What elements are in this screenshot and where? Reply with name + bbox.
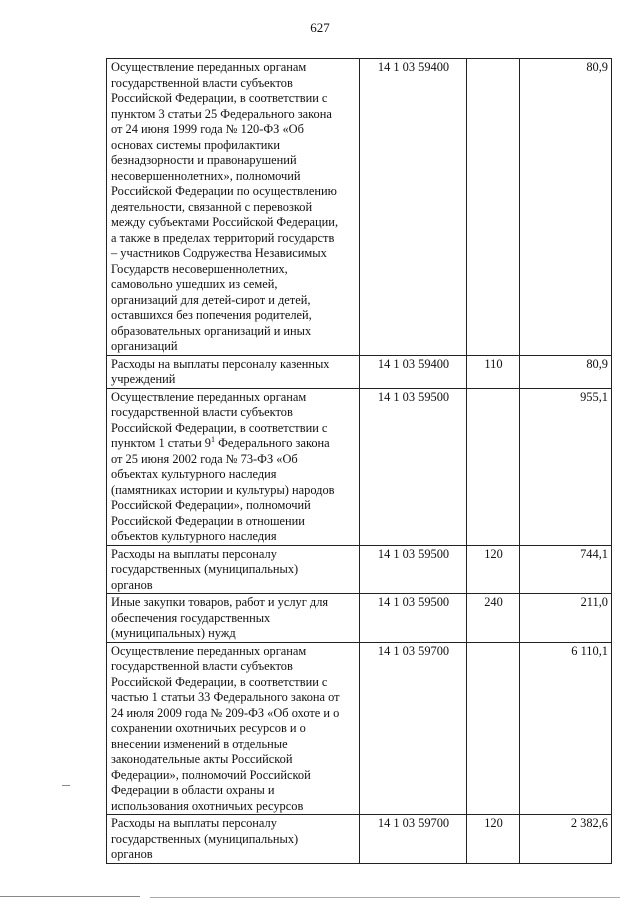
row-name-part: Осуществление переданных органам государственной власти субъектов Российской Федерации, в соответствии с пунктом 1 статьи 9	[111, 389, 328, 450]
row-target-code: 14 1 03 59400	[360, 59, 467, 356]
row-name: Расходы на выплаты персоналу государственных (муниципальных) органов	[107, 545, 360, 594]
row-amount: 211,0	[520, 594, 612, 643]
table-row	[107, 642, 612, 815]
row-amount: 2 382,6	[520, 815, 612, 864]
table-row	[107, 388, 612, 545]
scan-artifact-line	[0, 896, 140, 897]
row-expense-type: 240	[467, 594, 520, 643]
row-target-code: 14 1 03 59500	[360, 594, 467, 643]
row-name	[107, 388, 360, 545]
superscript-index: 1	[211, 434, 215, 444]
row-amount: 744,1	[520, 545, 612, 594]
row-expense-type: 120	[467, 545, 520, 594]
row-target-code: 14 1 03 59500	[360, 388, 467, 545]
row-expense-type: 120	[467, 815, 520, 864]
row-name-part: Федерального закона от 25 июня 2002 года № 73-ФЗ «Об объектах культурного наследия (памятниках истории и культуры) народов Российской Федерации», полномочий Российской Федерации в отношении объектов культурного наследия	[111, 436, 335, 543]
row-name: Расходы на выплаты персоналу государственных (муниципальных) органов	[107, 815, 360, 864]
budget-table	[106, 58, 612, 864]
row-amount: 80,9	[520, 355, 612, 388]
table-row	[107, 815, 612, 864]
row-amount: 80,9	[520, 59, 612, 356]
row-target-code: 14 1 03 59500	[360, 545, 467, 594]
table-row	[107, 59, 612, 356]
row-name: Иные закупки товаров, работ и услуг для обеспечения государственных (муниципальных) нужд	[107, 594, 360, 643]
table-row	[107, 355, 612, 388]
table-row	[107, 545, 612, 594]
row-amount: 955,1	[520, 388, 612, 545]
page-number: 627	[310, 20, 330, 35]
row-expense-type	[467, 642, 520, 815]
table-row	[107, 594, 612, 643]
scan-artifact-line	[150, 897, 620, 898]
row-name: Осуществление переданных органам государственной власти субъектов Российской Федерации, в соответствии с пунктом 3 статьи 25 Федерального закона от 24 июня 1999 года № 120-ФЗ «Об основах системы профилактики безнадзорности и правонарушений несовершеннолетних», полномочий Российской Федерации по осуществлению деятельности, связанной с перевозкой между субъектами Российской Федерации, а также в пределах территорий государств – участников Содружества Независимых Государств несовершеннолетних, самовольно ушедших из семей, организаций для детей-сирот и детей, оставшихся без попечения родителей, образовательных организаций и иных организаций	[107, 59, 360, 356]
row-expense-type	[467, 388, 520, 545]
scan-artifact-line	[62, 785, 70, 786]
row-target-code: 14 1 03 59400	[360, 355, 467, 388]
row-target-code: 14 1 03 59700	[360, 642, 467, 815]
row-target-code: 14 1 03 59700	[360, 815, 467, 864]
row-amount: 6 110,1	[520, 642, 612, 815]
row-name: Осуществление переданных органам государственной власти субъектов Российской Федерации, в соответствии с частью 1 статьи 33 Федерального закона от 24 июля 2009 года № 209-ФЗ «Об охоте и о сохранении охотничьих ресурсов и о внесении изменений в отдельные законодательные акты Российской Федерации», полномочий Российской Федерации в области охраны и использования охотничьих ресурсов	[107, 642, 360, 815]
row-expense-type	[467, 59, 520, 356]
row-name: Расходы на выплаты персоналу казенных учреждений	[107, 355, 360, 388]
row-expense-type: 110	[467, 355, 520, 388]
